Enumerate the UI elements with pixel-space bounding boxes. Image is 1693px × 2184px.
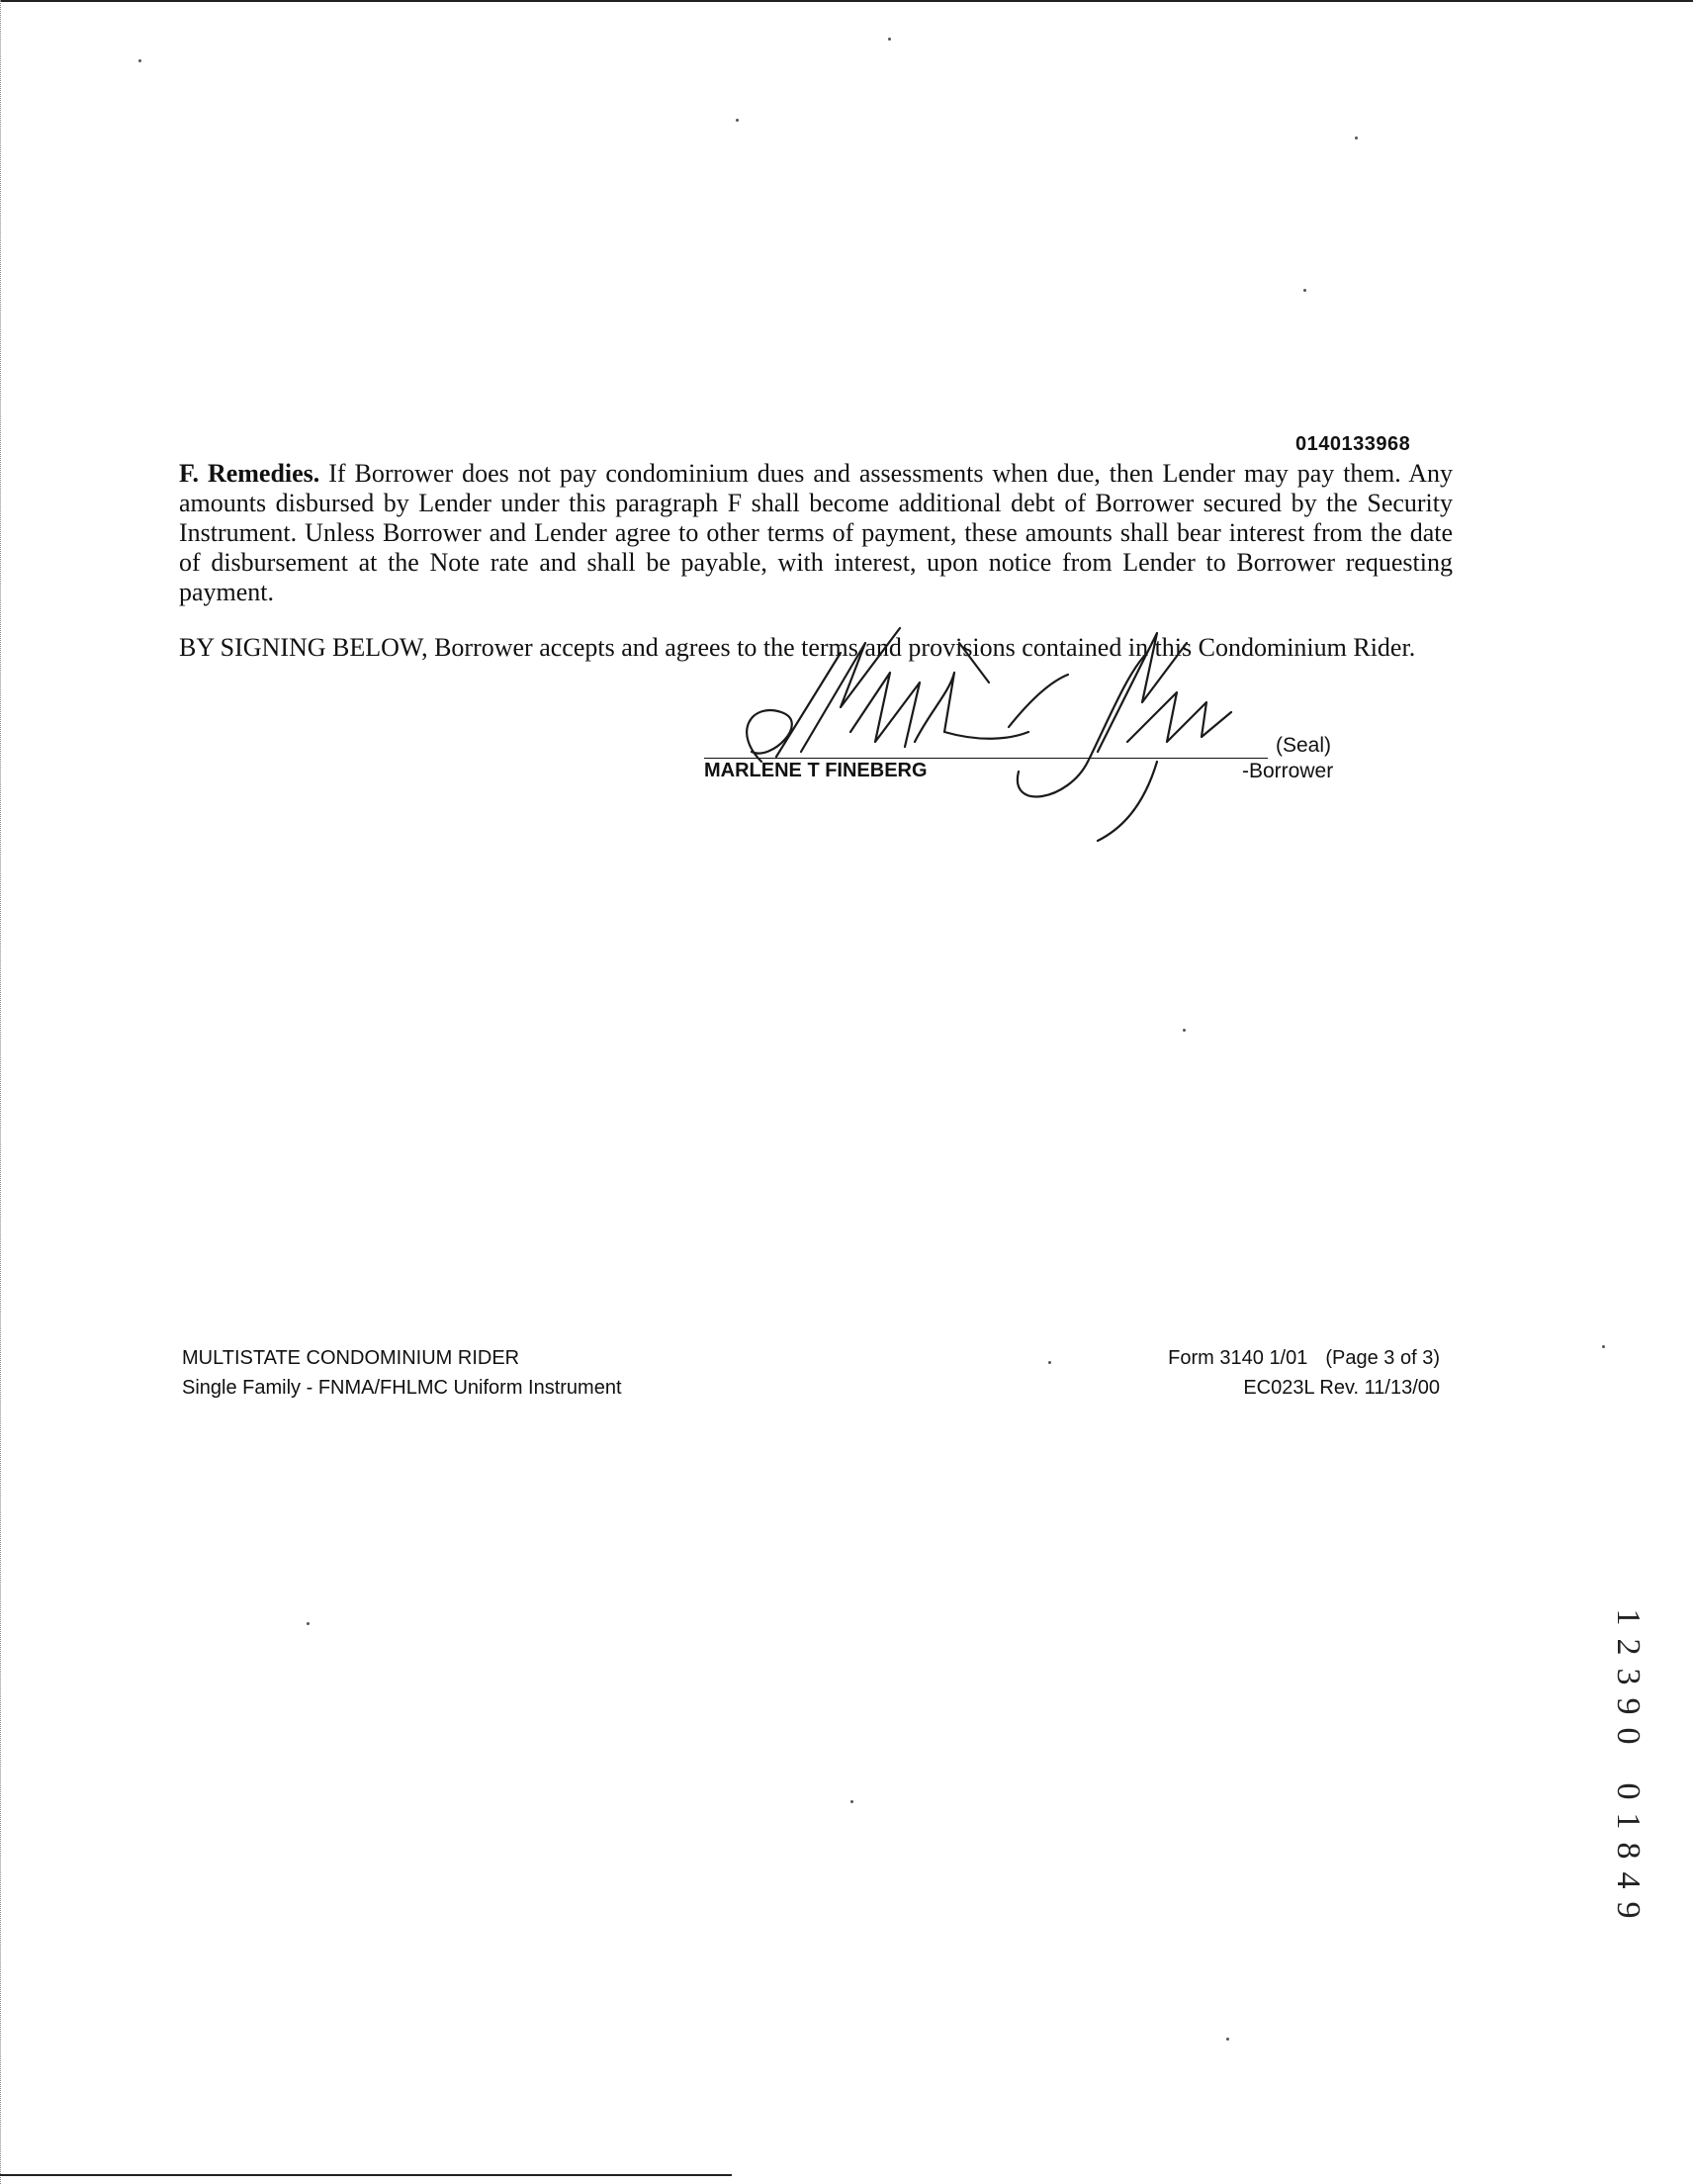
remedies-paragraph xyxy=(179,459,1453,607)
scan-speck xyxy=(850,1800,853,1803)
stamp-digit: 1 xyxy=(1610,1812,1647,1830)
form-title: MULTISTATE CONDOMINIUM RIDER xyxy=(182,1347,520,1369)
stamp-digit: 3 xyxy=(1610,1668,1647,1685)
scan-speck xyxy=(1183,1029,1186,1032)
page-bottom-edge xyxy=(0,2174,732,2176)
scan-speck xyxy=(307,1622,310,1625)
stamp-digit: 0 xyxy=(1610,1727,1647,1745)
scan-speck xyxy=(1226,2038,1229,2041)
page-info: (Page 3 of 3) xyxy=(1325,1347,1440,1369)
stamp-digit: 9 xyxy=(1610,1697,1647,1715)
remedies-heading: F. Remedies. xyxy=(179,459,320,488)
scan-speck xyxy=(736,119,739,122)
loan-number: 0140133968 xyxy=(1295,433,1411,455)
footer-form-number xyxy=(1048,1343,1440,1403)
scan-speck xyxy=(1355,136,1358,139)
stamp-digit: 9 xyxy=(1610,1901,1647,1919)
page-left-edge xyxy=(0,0,2,2184)
seal-label: (Seal) xyxy=(1276,734,1332,757)
footer-form-info xyxy=(182,1343,622,1403)
recording-stamp xyxy=(1608,1602,1648,1925)
scan-speck xyxy=(138,59,141,62)
form-number-line xyxy=(1048,1343,1440,1373)
form-revision: EC023L Rev. 11/13/00 xyxy=(1243,1377,1440,1399)
scan-speck xyxy=(1048,1361,1051,1364)
stamp-digit: 2 xyxy=(1610,1638,1647,1656)
borrower-name: MARLENE T FINEBERG xyxy=(704,760,928,781)
remedies-body: If Borrower does not pay condominium dues and assessments when due, then Lender may pay them. Any amounts disbursed by Lender under this paragraph F shall become additional debt of Borrower secured by the Security Instrument. Unless Borrower and Lender agree to other terms of payment, these amounts shall bear interest from the date of disbursement at the Note rate and shall be payable, with interest, upon notice from Lender to Borrower requesting payment. xyxy=(179,459,1453,606)
borrower-role-label: -Borrower xyxy=(1242,760,1334,782)
scan-speck xyxy=(1303,289,1306,292)
stamp-digit: 4 xyxy=(1610,1871,1647,1889)
page-top-edge xyxy=(0,0,1693,2)
form-subtitle: Single Family - FNMA/FHLMC Uniform Instrument xyxy=(182,1377,622,1399)
stamp-digit: 0 xyxy=(1610,1782,1647,1800)
signing-statement: BY SIGNING BELOW, Borrower accepts and agrees to the terms and provisions contained in this Condominium Rider. xyxy=(179,633,1416,662)
form-number: Form 3140 1/01 xyxy=(1168,1347,1308,1369)
handwritten-signature xyxy=(692,613,1286,851)
stamp-digit: 1 xyxy=(1610,1608,1647,1626)
scan-speck xyxy=(888,38,891,41)
scan-speck xyxy=(1602,1345,1605,1348)
stamp-digit: 8 xyxy=(1610,1842,1647,1860)
